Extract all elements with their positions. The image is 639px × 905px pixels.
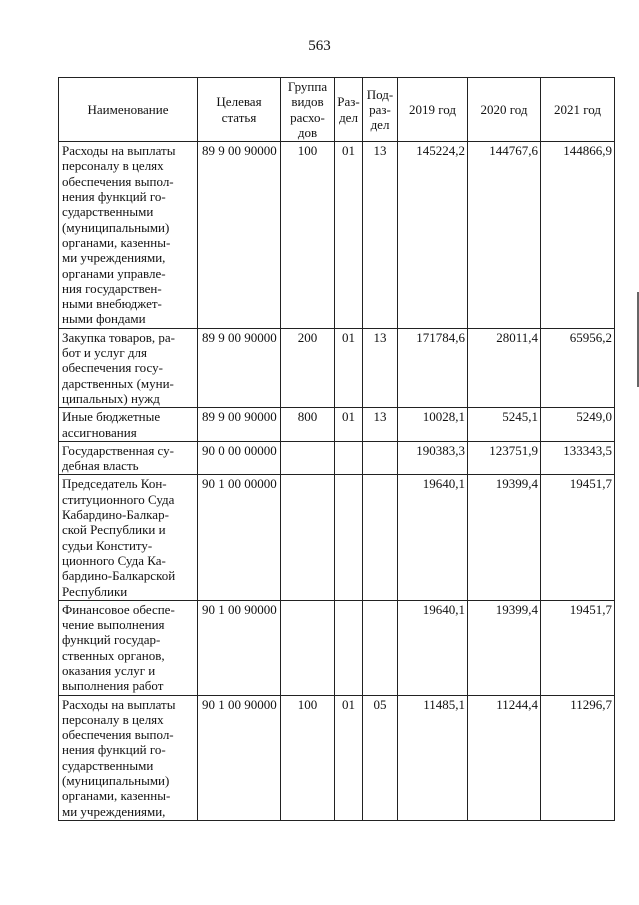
table-row [59, 142, 615, 329]
target-article-cell: 90 1 00 90000 [198, 600, 281, 695]
name-cell [59, 600, 198, 695]
subsection-cell: 13 [363, 328, 398, 407]
amount-2021-cell: 19451,7 [541, 475, 615, 600]
header-2019 [398, 78, 468, 142]
name-line: ципальных) нужд [62, 390, 160, 406]
target-article-cell: 89 9 00 90000 [198, 408, 281, 442]
table-row [59, 600, 615, 695]
name-cell [59, 441, 198, 475]
name-cell [59, 328, 198, 407]
name-line: органами, казенны- [62, 788, 171, 804]
amount-2019-cell: 19640,1 [398, 600, 468, 695]
name-line: бардино-Балкарской [62, 568, 176, 584]
amount-2021-cell: 144866,9 [541, 142, 615, 329]
header-line: дов [297, 124, 318, 140]
name-line: нения функций го- [62, 189, 166, 205]
name-line: органами управле- [62, 265, 166, 281]
name-line: ния государствен- [62, 280, 162, 296]
header-line: Группа [287, 79, 328, 94]
name-line: ской Республики и [62, 522, 166, 538]
target-article-cell: 90 1 00 90000 [198, 695, 281, 820]
name-line: нения функций го- [62, 742, 166, 758]
amount-2020-cell: 123751,9 [468, 441, 541, 475]
subsection-cell: 13 [363, 408, 398, 442]
section-cell: 01 [335, 695, 363, 820]
name-cell [59, 142, 198, 329]
name-line: бот и услуг для [62, 345, 148, 361]
section-cell: 01 [335, 328, 363, 407]
name-line: функций государ- [62, 632, 161, 648]
expense-group-cell [281, 475, 335, 600]
amount-2021-cell: 65956,2 [541, 328, 615, 407]
name-line: Республики [62, 583, 128, 599]
subsection-cell: 13 [363, 142, 398, 329]
subsection-cell [363, 600, 398, 695]
name-line: (муниципальными) [62, 773, 170, 789]
table-row [59, 328, 615, 407]
expense-group-cell: 200 [281, 328, 335, 407]
name-line: обеспечения госу- [62, 360, 163, 376]
name-line: ными фондами [62, 311, 146, 327]
table-body [59, 142, 615, 821]
name-line: Иные бюджетные [62, 409, 161, 425]
header-subsection [363, 78, 398, 142]
amount-2021-cell: 11296,7 [541, 695, 615, 820]
name-line: оказания услуг и [62, 662, 156, 678]
target-article-cell: 90 1 00 00000 [198, 475, 281, 600]
name-cell [59, 695, 198, 820]
section-cell [335, 600, 363, 695]
subsection-cell [363, 441, 398, 475]
amount-2021-cell: 5249,0 [541, 408, 615, 442]
name-line: органами, казенны- [62, 234, 171, 250]
name-line: ми учреждениями, [62, 250, 166, 266]
subsection-cell: 05 [363, 695, 398, 820]
name-line: ассигнования [62, 424, 137, 440]
amount-2019-cell: 171784,6 [398, 328, 468, 407]
name-line: Финансовое обеспе- [62, 601, 175, 617]
expense-group-cell: 100 [281, 142, 335, 329]
expense-group-cell: 800 [281, 408, 335, 442]
table-header-row [59, 78, 615, 142]
name-line: выполнения работ [62, 678, 164, 694]
subsection-cell [363, 475, 398, 600]
name-line: Расходы на выплаты [62, 696, 176, 712]
name-line: ми учреждениями, [62, 803, 166, 819]
expense-group-cell [281, 600, 335, 695]
table-row [59, 441, 615, 475]
name-line: сударственными [62, 757, 154, 773]
amount-2020-cell: 11244,4 [468, 695, 541, 820]
name-line: персоналу в целях [62, 158, 164, 174]
header-line: 2019 год [409, 101, 456, 117]
budget-table [58, 77, 615, 821]
page-number: 563 [308, 38, 331, 54]
header-2021 [541, 78, 615, 142]
name-line: ственных органов, [62, 647, 165, 663]
amount-2020-cell: 144767,6 [468, 142, 541, 329]
table-row [59, 475, 615, 600]
name-line: Государственная су- [62, 442, 174, 458]
header-line: расхо- [290, 109, 325, 125]
header-line: Раз- [337, 94, 360, 110]
name-cell [59, 408, 198, 442]
name-cell [59, 475, 198, 600]
header-line: раз- [369, 101, 391, 117]
header-line: 2020 год [480, 101, 528, 117]
header-2020 [468, 78, 541, 142]
name-line: ными внебюджет- [62, 296, 162, 312]
name-line: ционного Суда Ка- [62, 552, 166, 568]
section-cell [335, 441, 363, 475]
amount-2020-cell: 5245,1 [468, 408, 541, 442]
header-line: дел [370, 117, 390, 133]
header-line: Целевая [216, 94, 262, 110]
amount-2020-cell: 28011,4 [468, 328, 541, 407]
target-article-cell: 89 9 00 90000 [198, 142, 281, 329]
amount-2020-cell: 19399,4 [468, 475, 541, 600]
amount-2019-cell: 10028,1 [398, 408, 468, 442]
amount-2020-cell: 19399,4 [468, 600, 541, 695]
name-line: ституционного Суда [62, 491, 175, 507]
name-line: дарственных (муни- [62, 375, 174, 391]
amount-2021-cell: 19451,7 [541, 600, 615, 695]
name-line: Кабардино-Балкар- [62, 507, 169, 523]
section-cell: 01 [335, 408, 363, 442]
header-expense-group [281, 78, 335, 142]
header-name [59, 78, 198, 142]
name-line: Председатель Кон- [62, 476, 167, 492]
name-line: дебная власть [62, 458, 139, 474]
header-line: Под- [366, 86, 394, 102]
section-cell: 01 [335, 142, 363, 329]
header-section [335, 78, 363, 142]
target-article-cell: 89 9 00 90000 [198, 328, 281, 407]
expense-group-cell [281, 441, 335, 475]
header-target-article [198, 78, 281, 142]
amount-2021-cell: 133343,5 [541, 441, 615, 475]
amount-2019-cell: 190383,3 [398, 441, 468, 475]
name-line: сударственными [62, 204, 154, 220]
amount-2019-cell: 19640,1 [398, 475, 468, 600]
table-row [59, 408, 615, 442]
name-line: судьи Конститу- [62, 537, 153, 553]
name-line: Закупка товаров, ра- [62, 329, 175, 345]
header-line: видов [291, 94, 324, 110]
name-line: обеспечения выпол- [62, 727, 174, 743]
name-line: обеспечения выпол- [62, 173, 174, 189]
target-article-cell: 90 0 00 00000 [198, 441, 281, 475]
name-line: персоналу в целях [62, 711, 164, 727]
section-cell [335, 475, 363, 600]
header-line: статья [221, 109, 257, 125]
header-line: Наименование [87, 101, 169, 117]
name-line: Расходы на выплаты [62, 143, 176, 159]
name-line: чение выполнения [62, 617, 165, 633]
table-row [59, 695, 615, 820]
amount-2019-cell: 11485,1 [398, 695, 468, 820]
name-line: (муниципальными) [62, 219, 170, 235]
header-line: 2021 год [554, 101, 601, 117]
header-line: дел [339, 109, 358, 125]
expense-group-cell: 100 [281, 695, 335, 820]
amount-2019-cell: 145224,2 [398, 142, 468, 329]
